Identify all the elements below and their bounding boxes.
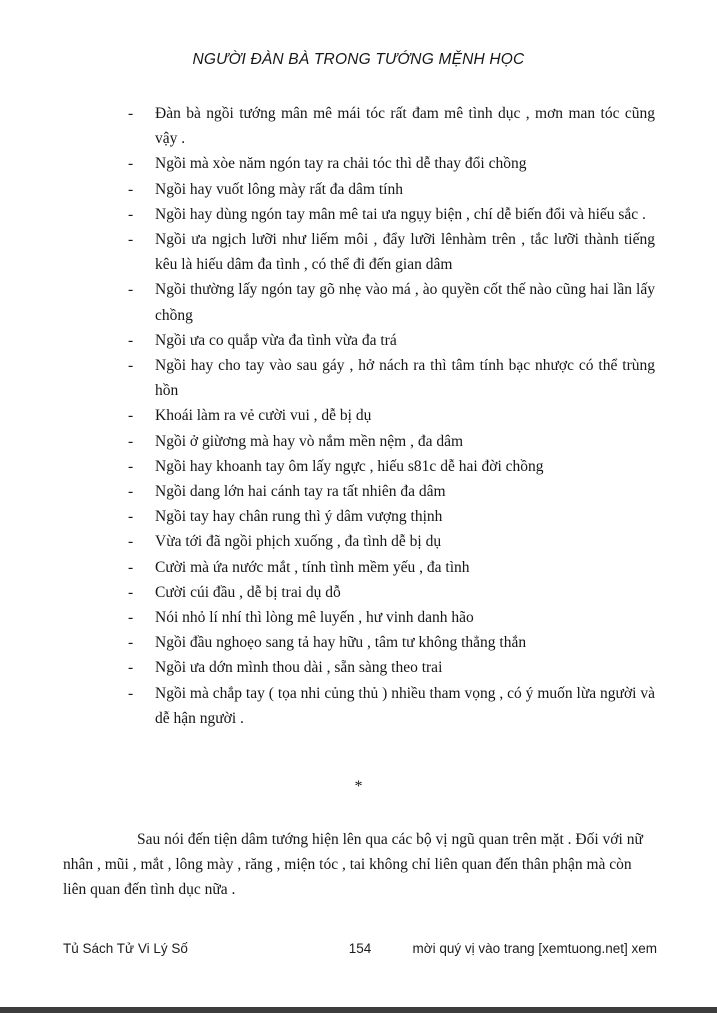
list-item-text: Ngồi tay hay chân rung thì ý dâm vượng thịnh	[155, 508, 443, 526]
page-footer	[63, 941, 657, 956]
bullet-dash: -	[128, 634, 134, 652]
bullet-dash: -	[128, 231, 134, 249]
bullet-dash: -	[128, 533, 134, 551]
list-item	[63, 277, 655, 327]
list-item	[63, 353, 655, 403]
page-edge-bar	[0, 1007, 717, 1013]
list-item-text: Ngồi ở giừơng mà hay vò nắm mền nệm , đa dâm	[155, 432, 464, 450]
list-item	[63, 202, 655, 227]
list-item	[63, 504, 655, 529]
list-item	[63, 630, 655, 655]
bullet-dash: -	[128, 508, 134, 526]
list-item	[63, 681, 655, 731]
bullet-dash: -	[128, 105, 134, 122]
bullet-dash: -	[128, 457, 134, 475]
page-number: 154	[348, 941, 372, 956]
list-item-text: Ngồi thường lấy ngón tay gõ nhẹ vào má , ào quyền cốt thế nào cũng hai lần lấy chồng	[155, 281, 655, 324]
list-item-text: Ngồi mà xòe năm ngón tay ra chải tóc thì dễ thay đổi chồng	[155, 155, 527, 173]
bullet-dash: -	[128, 205, 134, 223]
list-item-text: Ngồi ưa co quắp vừa đa tình vừa đa trá	[155, 331, 397, 349]
list-item	[63, 454, 655, 479]
list-item-text: Ngồi hay vuốt lông mày rất đa dâm tính	[155, 180, 403, 198]
bullet-dash: -	[128, 659, 134, 677]
list-item	[63, 605, 655, 630]
footer-site-note: mời quý vị vào trang [xemtuong.net] xem	[412, 941, 657, 956]
list-item	[63, 655, 655, 680]
bullet-dash: -	[128, 432, 134, 450]
list-item	[63, 227, 655, 277]
list-item-text: Ngồi hay khoanh tay ôm lấy ngực , hiếu s81c dễ hai đời chồng	[155, 457, 544, 475]
list-item	[63, 555, 655, 580]
list-item-text: Vừa tới đã ngồi phịch xuống , đa tình dễ bị dụ	[155, 533, 442, 551]
bullet-dash: -	[128, 684, 134, 702]
list-item-text: Ngồi hay dùng ngón tay mân mê tai ưa ngụy biện , chí dễ biến đổi và hiếu sắc .	[155, 205, 646, 223]
list-item-text: Ngồi đầu nghoẹo sang tả hay hữu , tâm tư không thẳng thắn	[155, 634, 527, 652]
list-item-text: Ngồi ưa ngịch lưỡi như liếm môi , đẩy lưỡi lênhàm trên , tắc lưỡi thành tiếng kêu là hiếu dâm đa tình , có thể đi đến gian dâm	[155, 231, 655, 274]
section-separator: *	[354, 778, 363, 795]
bullet-dash: -	[128, 180, 134, 198]
bullet-dash: -	[128, 407, 134, 425]
list-item	[63, 177, 655, 202]
list-item	[63, 479, 655, 504]
body-paragraph: Sau nói đến tiện dâm tướng hiện lên qua các bộ vị ngũ quan trên mặt . Đối với nữ nhân , mũi , mắt , lông mày , răng , miện tóc , tai không chỉ liên quan đến thân phận mà còn liên quan đến tình dục nữa .	[63, 831, 643, 899]
list-item	[63, 429, 655, 454]
list-item-text: Khoái làm ra vẻ cười vui , dễ bị dụ	[155, 407, 372, 425]
list-item-text: Ngồi ưa dớn mình thou dài , sẵn sàng theo trai	[155, 659, 443, 677]
bullet-dash: -	[128, 331, 134, 349]
page-title: NGƯỜI ĐÀN BÀ TRONG TƯỚNG MỆNH HỌC	[192, 51, 525, 68]
list-item	[63, 403, 655, 428]
list-item-text: Ngồi dang lớn hai cánh tay ra tất nhiên đa dâm	[155, 483, 446, 501]
list-item-text: Đàn bà ngồi tướng mân mê mái tóc rất đam mê tình dục , mơn man tóc cũng vậy .	[155, 105, 655, 148]
list-item	[63, 328, 655, 353]
bullet-dash: -	[128, 155, 134, 173]
list-item	[63, 101, 655, 151]
list-item-text: Ngồi mà chắp tay ( tọa nhi củng thủ ) nhiều tham vọng , có ý muốn lừa người và dễ hận người .	[155, 684, 655, 727]
footer-series-title: Tủ Sách Tử Vi Lý Số	[63, 941, 188, 956]
list-item-text: Ngồi hay cho tay vào sau gáy , hở nách ra thì tâm tính bạc nhược có thể trùng hồn	[155, 357, 655, 400]
bullet-dash: -	[128, 281, 134, 299]
bullet-dash: -	[128, 609, 134, 627]
list-item-text: Cười mà ứa nước mắt , tính tình mềm yếu , đa tình	[155, 558, 470, 576]
list-item	[63, 580, 655, 605]
bullet-dash: -	[128, 357, 134, 375]
list-item-text: Cười cúi đầu , dễ bị trai dụ dỗ	[155, 583, 341, 601]
bullet-dash: -	[128, 583, 134, 601]
list-item	[63, 151, 655, 176]
list-item	[63, 529, 655, 554]
list-item-text: Nói nhỏ lí nhí thì lòng mê luyến , hư vinh danh hão	[155, 609, 474, 627]
bullet-dash: -	[128, 558, 134, 576]
bullet-list	[63, 101, 655, 731]
bullet-dash: -	[128, 483, 134, 501]
